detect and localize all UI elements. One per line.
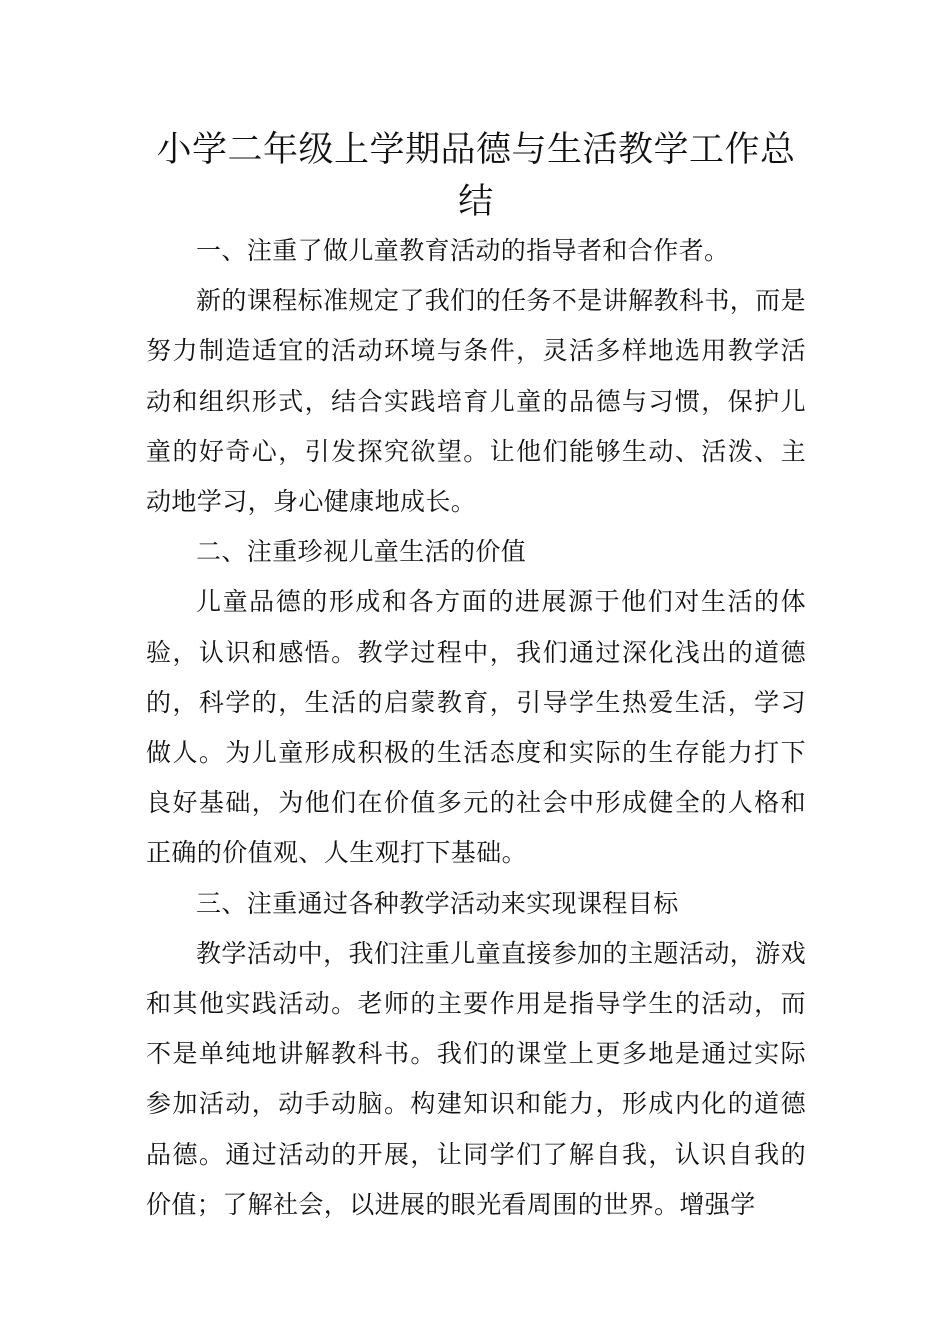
paragraph-1: 新的课程标准规定了我们的任务不是讲解教科书，而是努力制造适宜的活动环境与条件，灵活多样地选用教学活动和组织形式，结合实践培育儿童的品德与习惯，保护儿童的好奇心，引发探究欲望。让他们能够生动、活泼、主动地学习，身心健康地成长。 [146, 286, 806, 517]
document-title: 小学二年级上学期品德与生活教学工作总结 [156, 130, 796, 222]
section-heading-2: 二、注重珍视儿童生活的价值 [196, 537, 527, 567]
paragraph-3: 教学活动中，我们注重儿童直接参加的主题活动，游戏和其他实践活动。老师的主要作用是指导学生的活动，而不是单纯地讲解教科书。我们的课堂上更多地是通过实际参加活动，动手动脑。构建知识和能力，形成内化的道德品德。通过活动的开展，让同学们了解自我，认识自我的价值；了解社会，以进展的眼光看周围的世界。增强学 [146, 938, 806, 1219]
section-heading-3: 三、注重通过各种教学活动来实现课程目标 [196, 888, 679, 918]
section-heading-1: 一、注重了做儿童教育活动的指导者和合作者。 [196, 236, 730, 265]
paragraph-2: 儿童品德的形成和各方面的进展源于他们对生活的体验，认识和感悟。教学过程中，我们通过深化浅出的道德的，科学的，生活的启蒙教育，引导学生热爱生活，学习做人。为儿童形成积极的生活态度和实际的生存能力打下良好基础，为他们在价值多元的社会中形成健全的人格和正确的价值观、人生观打下基础。 [146, 587, 806, 868]
document-body [146, 226, 806, 1230]
